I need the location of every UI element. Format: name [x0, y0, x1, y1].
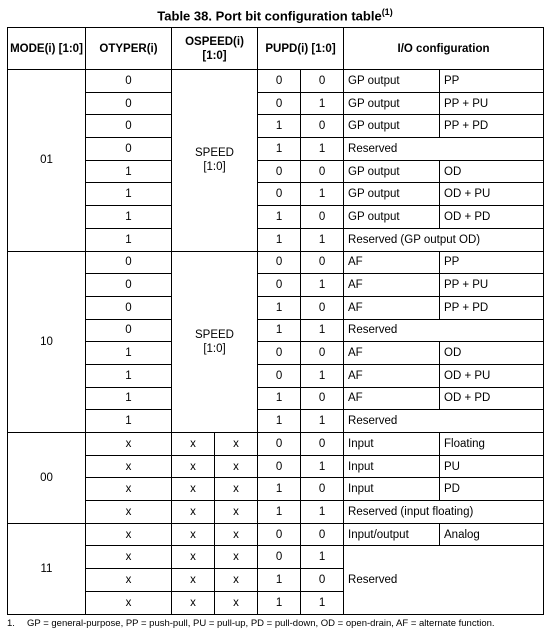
io-mode-cell: OD — [440, 342, 544, 365]
otyper-cell: 1 — [86, 364, 172, 387]
table-row — [8, 296, 544, 319]
pupd1-cell: 0 — [258, 546, 301, 569]
ospeed0-cell: x — [215, 523, 258, 546]
io-mode-cell: PP + PU — [440, 92, 544, 115]
pupd1-cell: 0 — [258, 274, 301, 297]
header-otyper: OTYPER(i) — [86, 28, 172, 70]
io-config-cell: Input — [344, 433, 440, 456]
table-row — [8, 206, 544, 229]
io-config-cell: AF — [344, 251, 440, 274]
footnote-text: GP = general-purpose, PP = push-pull, PU = pull-up, PD = pull-down, OD = open-drain, AF = alternate function. — [27, 618, 495, 629]
otyper-cell: x — [86, 546, 172, 569]
pupd1-cell: 0 — [258, 160, 301, 183]
speed-label: SPEED — [195, 147, 234, 160]
mode-group-11 — [8, 523, 544, 614]
ospeed1-cell: x — [172, 433, 215, 456]
io-config-cell: Reserved — [344, 410, 544, 433]
header-row — [8, 28, 544, 70]
pupd0-cell: 0 — [301, 569, 344, 592]
io-mode-cell: OD + PD — [440, 387, 544, 410]
mode-cell: 00 — [8, 433, 86, 524]
io-config-cell: AF — [344, 274, 440, 297]
otyper-cell: x — [86, 433, 172, 456]
otyper-cell: 0 — [86, 274, 172, 297]
pupd0-cell: 1 — [301, 501, 344, 524]
pupd0-cell: 0 — [301, 523, 344, 546]
pupd1-cell: 1 — [258, 138, 301, 161]
table-row — [8, 228, 544, 251]
table-row — [8, 523, 544, 546]
pupd0-cell: 1 — [301, 410, 344, 433]
pupd1-cell: 1 — [258, 296, 301, 319]
mode-cell: 11 — [8, 523, 86, 614]
table-row — [8, 92, 544, 115]
header-mode: MODE(i) [1:0] — [8, 28, 86, 70]
ospeed0-cell: x — [215, 501, 258, 524]
otyper-cell: 0 — [86, 70, 172, 93]
pupd1-cell: 0 — [258, 455, 301, 478]
pupd0-cell: 0 — [301, 387, 344, 410]
pupd1-cell: 0 — [258, 342, 301, 365]
pupd0-cell: 1 — [301, 228, 344, 251]
otyper-cell: 1 — [86, 387, 172, 410]
table-row — [8, 546, 544, 569]
speed-range: [1:0] — [203, 342, 226, 355]
pupd0-cell: 0 — [301, 433, 344, 456]
pupd1-cell: 0 — [258, 251, 301, 274]
io-config-cell: GP output — [344, 183, 440, 206]
table-row — [8, 274, 544, 297]
pupd0-cell: 1 — [301, 546, 344, 569]
header-io-config: I/O configuration — [344, 28, 544, 70]
io-mode-cell: PP — [440, 251, 544, 274]
ospeed0-cell: x — [215, 546, 258, 569]
otyper-cell: 0 — [86, 319, 172, 342]
pupd1-cell: 1 — [258, 228, 301, 251]
otyper-cell: 1 — [86, 410, 172, 433]
table-row — [8, 501, 544, 524]
pupd1-cell: 0 — [258, 92, 301, 115]
table-row — [8, 364, 544, 387]
io-config-cell: GP output — [344, 70, 440, 93]
table-row — [8, 138, 544, 161]
ospeed0-cell: x — [215, 591, 258, 614]
io-mode-cell: OD + PU — [440, 183, 544, 206]
otyper-cell: x — [86, 501, 172, 524]
otyper-cell: 1 — [86, 342, 172, 365]
otyper-cell: 0 — [86, 115, 172, 138]
pupd0-cell: 1 — [301, 274, 344, 297]
table-title: Table 38. Port bit configuration table$^{(1)}$ — [157, 7, 393, 24]
pupd0-cell: 0 — [301, 115, 344, 138]
io-mode-cell: PU — [440, 455, 544, 478]
mode-cell: 01 — [8, 70, 86, 252]
pupd0-cell: 0 — [301, 251, 344, 274]
otyper-cell: x — [86, 591, 172, 614]
ospeed0-cell: x — [215, 455, 258, 478]
pupd0-cell: 1 — [301, 138, 344, 161]
table-row — [8, 455, 544, 478]
ospeed1-cell: x — [172, 591, 215, 614]
otyper-cell: x — [86, 455, 172, 478]
io-config-cell: AF — [344, 387, 440, 410]
io-mode-cell: OD — [440, 160, 544, 183]
ospeed1-cell: x — [172, 569, 215, 592]
speed-cell — [172, 251, 258, 433]
otyper-cell: x — [86, 523, 172, 546]
ospeed1-cell: x — [172, 523, 215, 546]
table-row — [8, 251, 544, 274]
pupd0-cell: 0 — [301, 160, 344, 183]
otyper-cell: 0 — [86, 251, 172, 274]
pupd0-cell: 1 — [301, 319, 344, 342]
table-row — [8, 342, 544, 365]
io-config-cell: GP output — [344, 160, 440, 183]
pupd0-cell: 1 — [301, 364, 344, 387]
pupd1-cell: 1 — [258, 501, 301, 524]
table-row — [8, 183, 544, 206]
io-mode-cell: Floating — [440, 433, 544, 456]
io-config-cell: GP output — [344, 115, 440, 138]
mode-cell: 10 — [8, 251, 86, 433]
pupd0-cell: 0 — [301, 478, 344, 501]
ospeed1-cell: x — [172, 478, 215, 501]
table-row — [8, 478, 544, 501]
speed-cell — [172, 70, 258, 252]
io-config-cell: GP output — [344, 92, 440, 115]
speed-label: SPEED — [195, 328, 234, 341]
speed-range: [1:0] — [203, 161, 226, 174]
mode-group-10 — [8, 251, 544, 433]
io-config-cell: Input — [344, 478, 440, 501]
io-mode-cell: OD + PU — [440, 364, 544, 387]
otyper-cell: 1 — [86, 228, 172, 251]
pupd1-cell: 1 — [258, 591, 301, 614]
table-row — [8, 160, 544, 183]
mode-group-00 — [8, 433, 544, 524]
mode-group-01 — [8, 70, 544, 252]
pupd1-cell: 1 — [258, 478, 301, 501]
ospeed1-cell: x — [172, 546, 215, 569]
pupd1-cell: 1 — [258, 319, 301, 342]
table-row — [8, 410, 544, 433]
pupd1-cell: 1 — [258, 206, 301, 229]
pupd1-cell: 1 — [258, 387, 301, 410]
pupd1-cell: 0 — [258, 183, 301, 206]
pupd1-cell: 0 — [258, 364, 301, 387]
pupd0-cell: 0 — [301, 70, 344, 93]
io-config-cell: Reserved (input floating) — [344, 501, 544, 524]
io-config-cell: Reserved — [344, 546, 544, 614]
table-row — [8, 319, 544, 342]
io-config-cell: AF — [344, 364, 440, 387]
pupd1-cell: 0 — [258, 433, 301, 456]
io-config-cell: AF — [344, 342, 440, 365]
header-pupd: PUPD(i) [1:0] — [258, 28, 344, 70]
ospeed0-cell: x — [215, 569, 258, 592]
pupd0-cell: 0 — [301, 342, 344, 365]
pupd0-cell: 0 — [301, 206, 344, 229]
io-config-cell: Reserved (GP output OD) — [344, 228, 544, 251]
ospeed1-cell: x — [172, 455, 215, 478]
io-config-cell: Input — [344, 455, 440, 478]
otyper-cell: 1 — [86, 206, 172, 229]
footnote-number: 1. — [7, 618, 15, 629]
pupd1-cell: 0 — [258, 523, 301, 546]
io-mode-cell: PP — [440, 70, 544, 93]
table-row — [8, 115, 544, 138]
io-mode-cell: PD — [440, 478, 544, 501]
ospeed0-cell: x — [215, 433, 258, 456]
io-config-cell: Reserved — [344, 319, 544, 342]
pupd1-cell: 0 — [258, 70, 301, 93]
otyper-cell: x — [86, 569, 172, 592]
io-config-cell: GP output — [344, 206, 440, 229]
otyper-cell: 1 — [86, 160, 172, 183]
table-row — [8, 70, 544, 93]
io-config-cell: Reserved — [344, 138, 544, 161]
io-mode-cell: OD + PD — [440, 206, 544, 229]
pupd0-cell: 1 — [301, 455, 344, 478]
io-mode-cell: PP + PD — [440, 115, 544, 138]
pupd1-cell: 1 — [258, 569, 301, 592]
otyper-cell: x — [86, 478, 172, 501]
io-mode-cell: PP + PD — [440, 296, 544, 319]
otyper-cell: 0 — [86, 92, 172, 115]
io-config-cell: Input/output — [344, 523, 440, 546]
pupd0-cell: 0 — [301, 296, 344, 319]
pupd0-cell: 1 — [301, 183, 344, 206]
pupd1-cell: 1 — [258, 410, 301, 433]
pupd1-cell: 1 — [258, 115, 301, 138]
header-ospeed: OSPEED(i) [1:0] — [172, 28, 258, 70]
otyper-cell: 0 — [86, 296, 172, 319]
otyper-cell: 1 — [86, 183, 172, 206]
ospeed1-cell: x — [172, 501, 215, 524]
title-footnote-marker: (1) — [381, 7, 393, 17]
table-row — [8, 433, 544, 456]
ospeed0-cell: x — [215, 478, 258, 501]
pupd0-cell: 1 — [301, 92, 344, 115]
io-mode-cell: PP + PU — [440, 274, 544, 297]
table-row — [8, 387, 544, 410]
port-bit-config-table — [7, 27, 544, 615]
pupd0-cell: 1 — [301, 591, 344, 614]
io-config-cell: AF — [344, 296, 440, 319]
io-mode-cell: Analog — [440, 523, 544, 546]
otyper-cell: 0 — [86, 138, 172, 161]
